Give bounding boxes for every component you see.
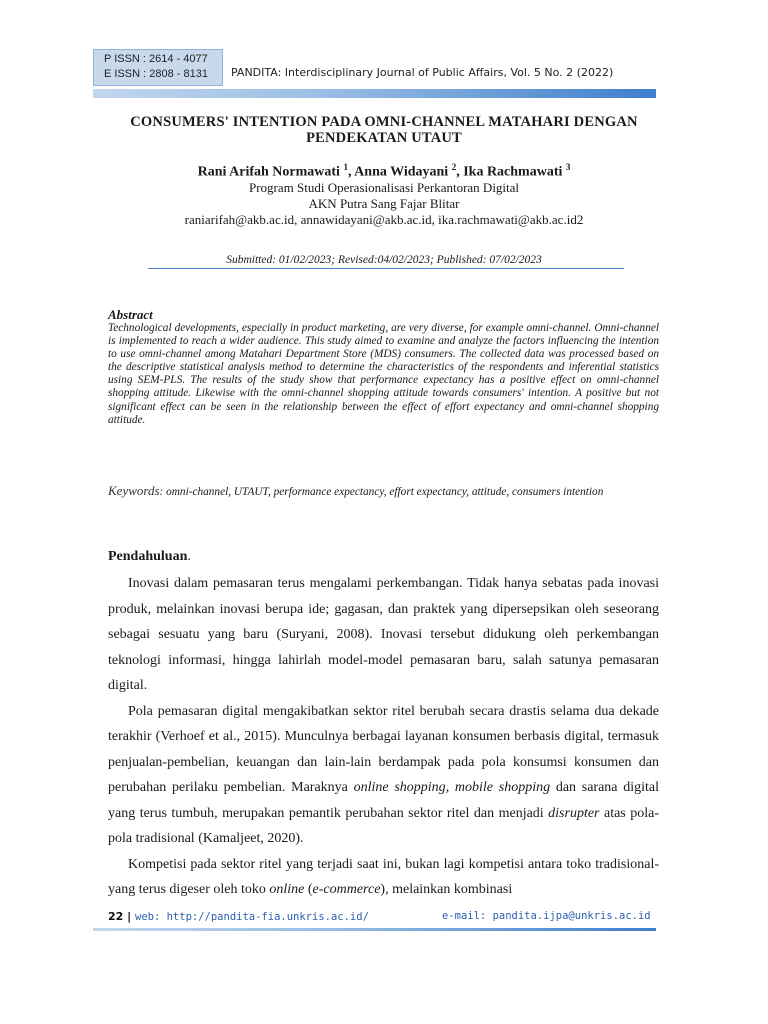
title-line-2: PENDEKATAN UTAUT [306, 130, 462, 146]
affiliation-institution: AKN Putra Sang Fajar Blitar [308, 196, 460, 211]
footer-email-link[interactable]: e-mail: pandita.ijpa@unkris.ac.id [442, 910, 651, 922]
affiliation-program: Program Studi Operasionalisasi Perkantoran Digital [248, 180, 520, 195]
p-issn: P ISSN : 2614 - 4077 [104, 53, 208, 65]
body-text [108, 571, 659, 903]
header-rule [93, 89, 656, 98]
section-heading-text: Pendahuluan [108, 549, 188, 564]
author-list: Rani Arifah Normawati $^1$, Anna Widayani $^2$, Ika Rachmawati $^3$ [197, 162, 571, 180]
keywords [108, 483, 659, 500]
paragraph-3 [108, 852, 659, 903]
p2-part-c: dan sarana digital yang terus tumbuh, merupakan pemantik perubahan sektor ritel dan menjadi [108, 780, 659, 821]
page-number: 22 [108, 910, 124, 923]
footer-separator: | [123, 910, 135, 923]
author-1-sup: 1 [343, 162, 348, 172]
abstract-heading: Abstract [108, 307, 153, 322]
footer-web-link[interactable]: web: http://pandita-fia.unkris.ac.id/ [135, 911, 369, 923]
page-footer [108, 910, 659, 923]
p3-italic-2: e-commerce [312, 882, 381, 897]
keywords-label: Keywords [108, 483, 160, 498]
journal-title: PANDITA: Interdisciplinary Journal of Public Affairs, Vol. 5 No. 2 (2022) [231, 66, 614, 79]
dates-rule [148, 268, 624, 269]
author-2-sup: 2 [451, 162, 457, 172]
p2-italic-3: disrupter [548, 805, 600, 821]
section-heading-dot: . [187, 549, 191, 564]
paper-title [108, 114, 660, 146]
author-3-sup: 3 [565, 162, 571, 172]
keywords-text: : omni-channel, UTAUT, performance expectancy, effort expectancy, attitude, consumers intention [159, 486, 604, 498]
p3-part-a: Kompetisi pada sektor ritel yang terjadi saat ini, bukan lagi kompetisi antara toko tradisional-yang terus digeser oleh toko [108, 856, 659, 897]
paragraph-2 [108, 699, 659, 852]
p3-part-c: ), melainkan kombinasi [380, 882, 513, 897]
author-3: Ika Rachmawati [463, 164, 563, 180]
e-issn: E ISSN : 2808 - 8131 [104, 68, 208, 80]
author-1: Rani Arifah Normawati [197, 164, 340, 180]
title-line-1: CONSUMERS' INTENTION PADA OMNI-CHANNEL MATAHARI DENGAN [130, 114, 638, 130]
p2-part-d: atas pola-pola tradisional (Kamaljeet, 2020). [108, 805, 660, 846]
author-emails[interactable]: raniarifah@akb.ac.id, annawidayani@akb.ac.id, ika.rachmawati@akb.ac.id2 [184, 212, 584, 227]
p2-italic-1: online shopping [353, 780, 446, 795]
issn-box [93, 49, 223, 86]
p2-part-a: Pola pemasaran digital mengakibatkan sektor ritel berubah secara drastis selama dua dekade terakhir (Verhoef et al., 2015). Munculnya berbagai layanan konsumen berbasis digital, termasuk penjualan-pembelian, keuangan dan lain-lain berdampak pada pola konsumsi konsumen dan perubahan perilaku pembelian. Maraknya [108, 703, 659, 795]
paragraph-1: Inovasi dalam pemasaran terus mengalami perkembangan. Tidak hanya sebatas pada inovasi produk, melainkan inovasi berupa ide; gagasan, dan praktek yang dipersepsikan oleh seseorang sebagai sesuatu yang baru (Suryani, 2008). Inovasi tersebut didukung oleh perkembangan teknologi informasi, hingga lahirlah model-model pemasaran baru, salah satunya pemasaran digital. [108, 576, 659, 693]
footer-rule [93, 928, 656, 931]
p2-part-b: , [445, 780, 455, 795]
p3-italic-1: online [269, 882, 305, 897]
author-2: Anna Widayani [354, 164, 449, 180]
p2-italic-2: mobile shopping [454, 780, 551, 795]
p3-part-b: ( [304, 882, 313, 897]
section-heading [108, 549, 191, 565]
publication-dates: Submitted: 01/02/2023; Revised:04/02/2023; Published: 07/02/2023 [226, 254, 542, 266]
abstract-text: Technological developments, especially in product marketing, are very diverse, for example omni-channel. Omni-channel is implemented to reach a wider audience. This study aimed to examine and analyze the factors influencing the intention to use omni-channel among Matahari Department Store (MDS) consumers. The collected data was processed based on the descriptive statistical analysis method to determine the characteristics of the respondents and inferential statistics using SEM-PLS. The results of the study show that performance expectancy has a positive effect on omni-channel shopping attitude. Likewise with the omni-channel shopping attitude towards consumers' intention. A positive but not significant effect can be seen in the relationship between the effect of effort expectancy and omni-channel shopping attitude. [108, 322, 659, 426]
